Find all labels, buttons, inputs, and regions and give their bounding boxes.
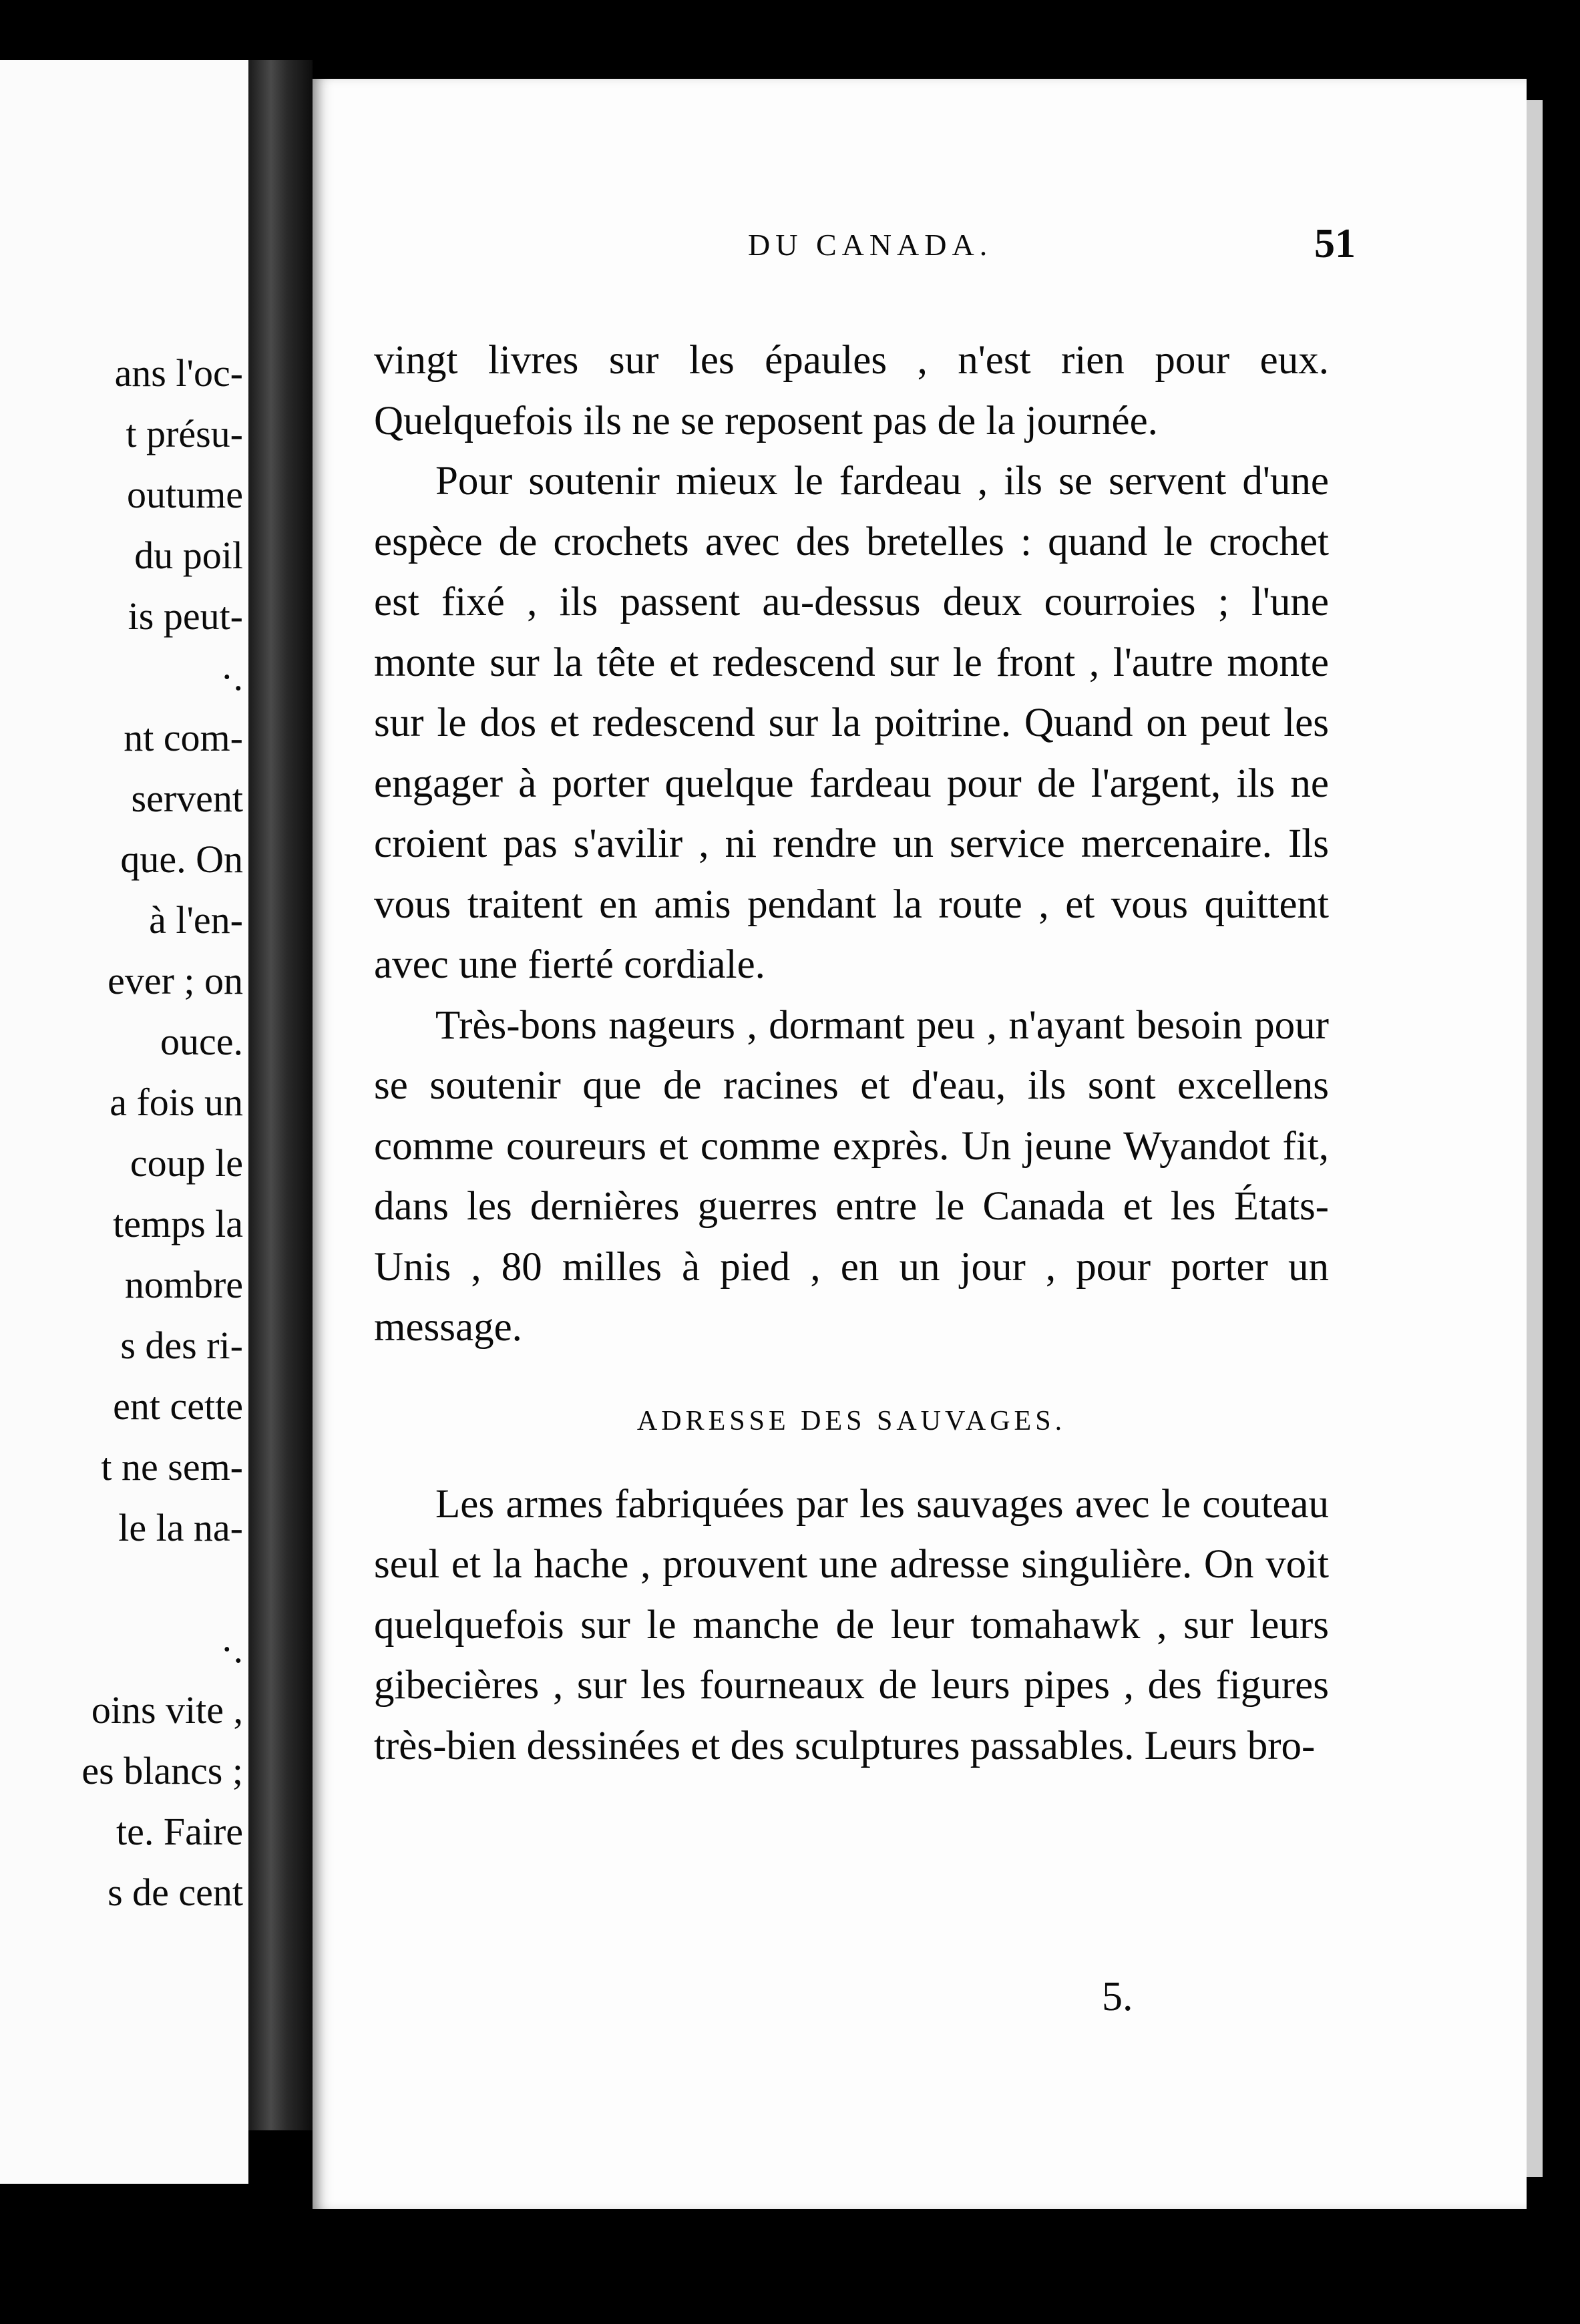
left-page-line: te. Faire [116, 1810, 243, 1853]
left-page-line: du poil [134, 534, 243, 577]
left-page-line: ·. [220, 1627, 243, 1671]
page-edge [1527, 100, 1543, 2177]
left-page-line: t ne sem- [101, 1445, 243, 1489]
left-page-line: nt com- [124, 716, 243, 759]
left-page-line: ·. [220, 655, 243, 699]
left-page-line: t présu- [126, 412, 243, 455]
left-page-line: le la na- [118, 1506, 243, 1549]
left-page-line: coup le [130, 1141, 243, 1185]
running-head [441, 200, 1356, 274]
section-heading: ADRESSE DES SAUVAGES. [636, 1405, 1066, 1436]
signature-mark: 5. [1102, 1974, 1133, 2019]
left-page-line: s des ri- [120, 1324, 243, 1367]
left-page-line: nombre [124, 1263, 243, 1306]
left-page-line: s de cent [108, 1871, 243, 1914]
left-page-line: outume [127, 473, 243, 516]
left-page-line: is peut- [128, 594, 243, 638]
left-page-line: ent cette [113, 1384, 243, 1428]
left-page-line: servent [131, 777, 243, 820]
left-page-line: à l'en- [149, 898, 243, 942]
book-gutter [248, 60, 313, 2130]
left-page-line: que. On [120, 837, 243, 881]
section-paragraph: Les armes fabriquées par les sauvages avec le couteau seul et la hache , prouvent une adresse singulière. On voit quelquefois sur le manche de leur tomahawk , sur leurs gibecières , sur les fourneaux de leurs pipes , des figures très-bien dessinées et des sculptures passables. Leurs bro- [374, 1481, 1329, 1768]
left-page-line: ans l'oc- [114, 351, 243, 395]
body-text [374, 331, 1329, 1776]
left-page-line: es blancs ; [81, 1749, 243, 1792]
left-page-line: temps la [113, 1202, 243, 1245]
previous-page-fragment [0, 60, 248, 2184]
left-page-line: oins vite , [91, 1688, 243, 1732]
page-number: 51 [1314, 221, 1356, 266]
running-title: DU CANADA. [748, 228, 993, 262]
paragraph-2: Pour soutenir mieux le fardeau , ils se servent d'une espèce de crochets avec des bretelles : quand le crochet est fixé , ils passent au-dessus deux courroies ; l'une monte sur la tête et redescend sur le front , l'autre monte sur le dos et redescend sur la poitrine. Quand on peut les engager à porter quelque fardeau pour de l'argent, ils ne croient pas s'avilir , ni rendre un service mercenaire. Ils vous traitent en amis pendant la route , et vous quittent avec une fierté cordiale. [374, 459, 1329, 987]
left-page-line: ever ; on [108, 959, 243, 1002]
paragraph-3: Très-bons nageurs , dormant peu , n'ayant besoin pour se soutenir que de racines et d'eau, ils sont excellens comme coureurs et comme exprès. Un jeune Wyandot fit, dans les dernières guerres entre le Canada et les États-Unis , 80 milles à pied , en un jour , pour porter un message. [374, 1002, 1329, 1350]
left-page-line: ouce. [160, 1020, 243, 1063]
paragraph-1: vingt livres sur les épaules , n'est rien pour eux. Quelquefois ils ne se reposent pas de la journée. [374, 338, 1329, 443]
left-page-line: a fois un [110, 1081, 243, 1124]
